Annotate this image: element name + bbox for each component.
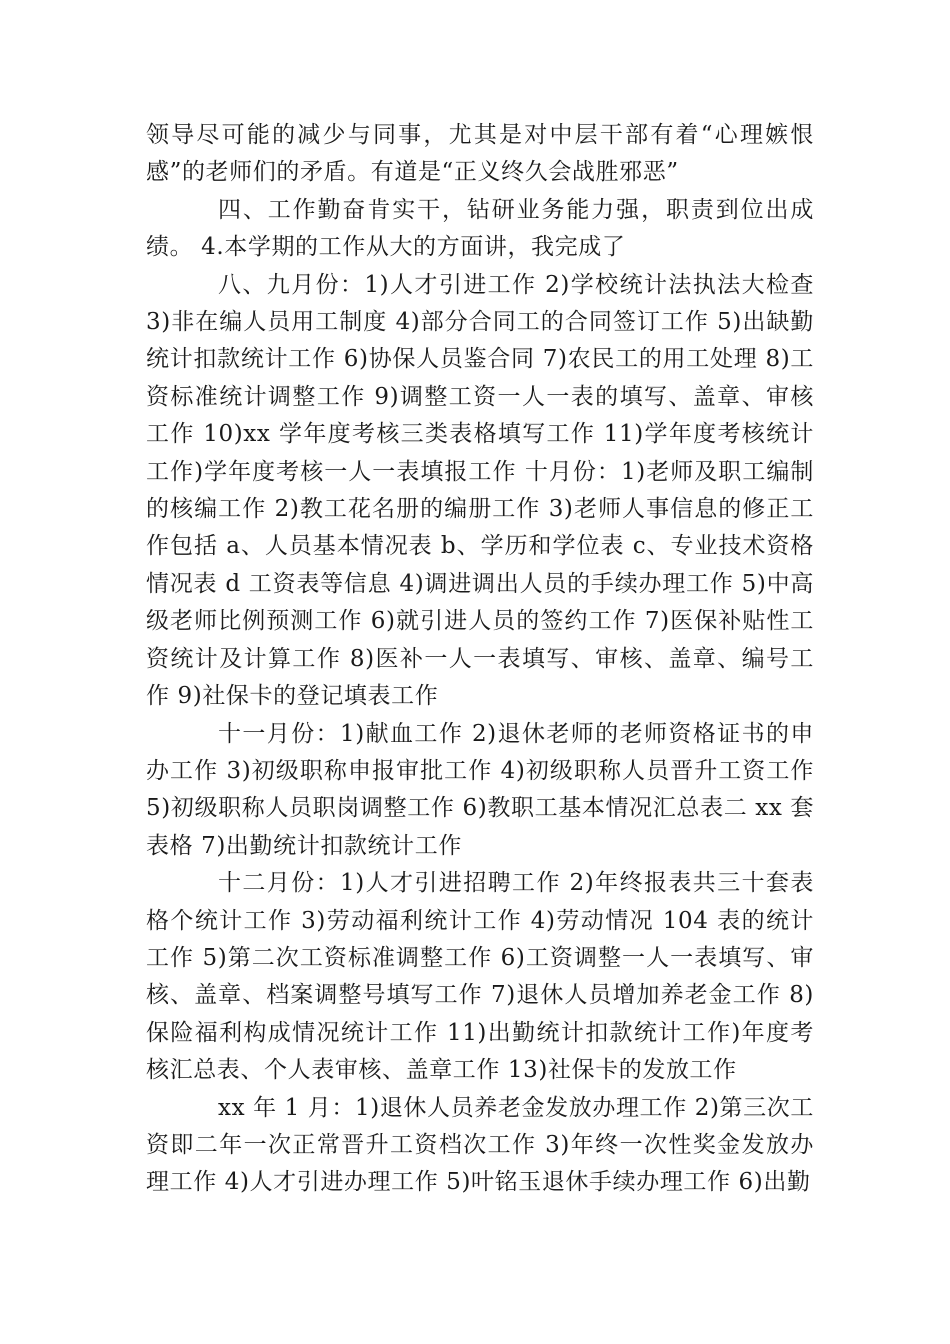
paragraph-2: 四、工作勤奋肯实干，钻研业务能力强，职责到位出成绩。 4.本学期的工作从大的方面讲，我完成了 — [146, 196, 814, 261]
paragraph-6: xx 年 1 月：1)退休人员养老金发放办理工作 2)第三次工资即二年一次正常晋升工资档次工作 3)年终一次性奖金发放办理工作 4)人才引进办理工作 5)叶铭玉退休手续办理工作 6)出勤 — [146, 1094, 814, 1196]
paragraph-3: 八、九月份：1)人才引进工作 2)学校统计法执法大检查 3)非在编人员用工制度 4)部分合同工的合同签订工作 5)出缺勤统计扣款统计工作 6)协保人员鉴合同 7)农民工的用工处理 8)工资标准统计调整工作 9)调整工资一人一表的填写、盖章、审核工作 10)xx 学年度考核三类表格填写工作 11)学年度考核统计工作)学年度考核一人一表填报工作 十月份：1)老师及职工编制的核编工作 2)教工花名册的编册工作 3)老师人事信息的修正工作包括 a、人员基本情况表 b、学历和学位表 c、专业技术资格情况表 d 工资表等信息 4)调进调出人员的手续办理工作 5)中高级老师比例预测工作 6)就引进人员的签约工作 7)医保补贴性工资统计及计算工作 8)医补一人一表填写、审核、盖章、编号工作 9)社保卡的登记填表工作 — [146, 271, 814, 710]
paragraph-1: 领导尽可能的减少与同事，尤其是对中层干部有着“心理嫉恨感”的老师们的矛盾。有道是“正义终久会战胜邪恶” — [146, 122, 814, 186]
document-body — [146, 117, 814, 1202]
paragraph-5: 十二月份：1)人才引进招聘工作 2)年终报表共三十套表格个统计工作 3)劳动福利统计工作 4)劳动情况 104 表的统计工作 5)第二次工资标准调整工作 6)工资调整一人一表填写、审核、盖章、档案调整号填写工作 7)退休人员增加养老金工作 8)保险福利构成情况统计工作 11)出勤统计扣款统计工作)年度考核汇总表、个人表审核、盖章工作 13)社保卡的发放工作 — [146, 870, 814, 1084]
paragraph-4: 十一月份：1)献血工作 2)退休老师的老师资格证书的申办工作 3)初级职称申报审批工作 4)初级职称人员晋升工资工作 5)初级职称人员职岗调整工作 6)教职工基本情况汇总表二 xx 套表格 7)出勤统计扣款统计工作 — [146, 720, 814, 859]
